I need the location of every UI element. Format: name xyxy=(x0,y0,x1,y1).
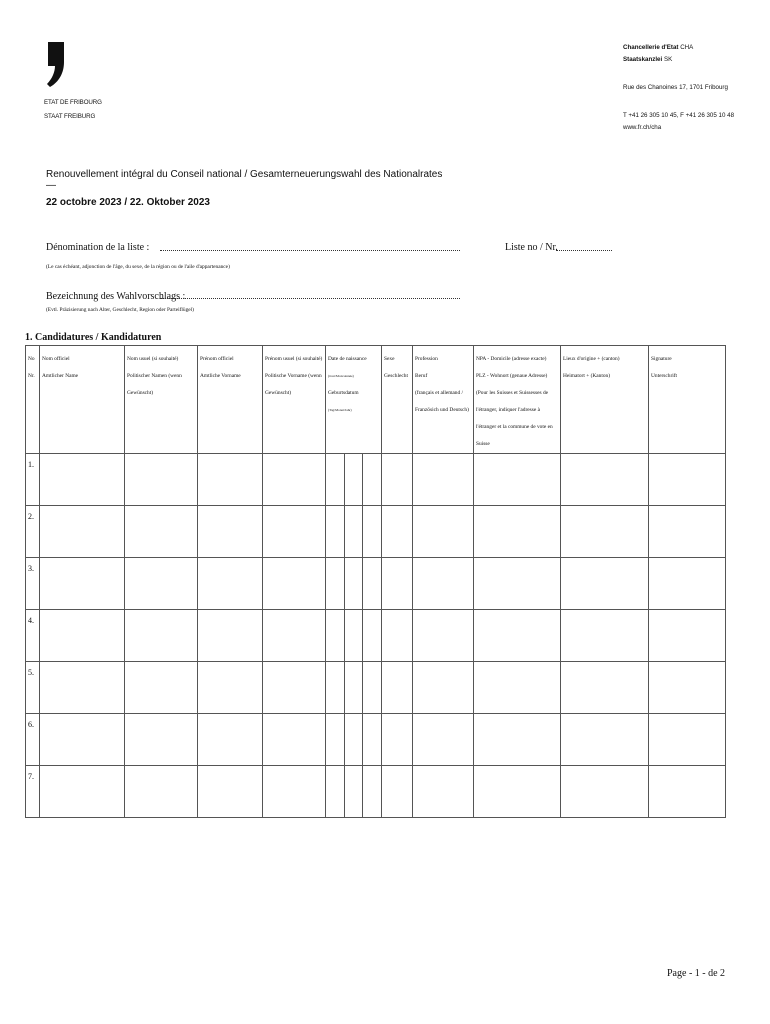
sender-name-de: Staatskanzlei xyxy=(623,56,663,63)
usual-name-cell[interactable] xyxy=(125,766,198,818)
sender-phone: T +41 26 305 10 45, F +41 26 305 10 48 xyxy=(623,112,735,119)
official-name-cell[interactable] xyxy=(40,766,125,818)
header-line: PLZ - Wohnort (genaue Adresse) xyxy=(476,373,548,379)
header-line: Nom usuel (si souhaité) xyxy=(127,356,179,362)
col-profession-header xyxy=(413,346,474,454)
usual-firstname-cell[interactable] xyxy=(263,714,326,766)
col-official-name-header xyxy=(40,346,125,454)
row-number: 3. xyxy=(26,558,40,610)
col-sex-header xyxy=(382,346,413,454)
page-number: Page - 1 - de 2 xyxy=(667,968,726,979)
comma-logo-icon xyxy=(44,40,68,88)
signature-cell[interactable] xyxy=(649,766,726,818)
table-row xyxy=(26,662,726,714)
address-cell[interactable] xyxy=(474,714,561,766)
usual-name-cell[interactable] xyxy=(125,714,198,766)
header-line: Französich und Deutsch) xyxy=(415,407,469,413)
org-name xyxy=(44,96,102,124)
origin-cell[interactable] xyxy=(561,714,649,766)
sex-cell[interactable] xyxy=(382,454,413,506)
org-name-fr: ETAT DE FRIBOURG xyxy=(44,99,102,106)
row-number: 4. xyxy=(26,610,40,662)
sender-address: Rue des Chanoines 17, 1701 Fribourg xyxy=(623,84,728,91)
sender-name-fr: Chancellerie d'Etat xyxy=(623,44,679,51)
birthdate-cell[interactable] xyxy=(326,610,382,662)
col-number-header xyxy=(26,346,40,454)
address-cell[interactable] xyxy=(474,662,561,714)
header-line: Date de naissance xyxy=(328,356,367,362)
official-firstname-cell[interactable] xyxy=(198,454,263,506)
title-dash: — xyxy=(46,180,56,191)
address-cell[interactable] xyxy=(474,610,561,662)
usual-firstname-cell[interactable] xyxy=(263,766,326,818)
birthdate-cell[interactable] xyxy=(326,506,382,558)
address-cell[interactable] xyxy=(474,558,561,610)
official-name-cell[interactable] xyxy=(40,714,125,766)
section-title: 1. Candidatures / Kandidaturen xyxy=(25,332,162,343)
col-origin-header xyxy=(561,346,649,454)
header-line: Geschlecht xyxy=(384,373,408,379)
header-line: Suisse xyxy=(476,441,490,447)
header-line: Geburtsdatum xyxy=(328,390,359,396)
header-line: Politischer Namen (wenn xyxy=(127,373,182,379)
birthdate-cell[interactable] xyxy=(326,766,382,818)
header-line: Sexe xyxy=(384,356,395,362)
header-line: Politische Vorname (wenn xyxy=(265,373,322,379)
header-line: Gewünscht) xyxy=(265,390,292,396)
fribourg-logo xyxy=(40,40,110,130)
header-line: (Pour les Suisses et Suissesses de xyxy=(476,390,549,396)
usual-firstname-cell[interactable] xyxy=(263,454,326,506)
header-line: Amtliche Vorname xyxy=(200,373,241,379)
col-official-firstname-header xyxy=(198,346,263,454)
signature-cell[interactable] xyxy=(649,558,726,610)
official-name-cell[interactable] xyxy=(40,662,125,714)
sex-cell[interactable] xyxy=(382,506,413,558)
bezeichnung-hint: (Evtl. Präzisierung nach Alter, Geschlecht, Region oder Parteiflügel) xyxy=(46,307,194,313)
header-line: Unterschrift xyxy=(651,373,678,379)
official-firstname-cell[interactable] xyxy=(198,506,263,558)
table-row xyxy=(26,558,726,610)
profession-cell[interactable] xyxy=(413,714,474,766)
sender-website: www.fr.ch/cha xyxy=(623,124,662,131)
denomination-hint: (Le cas échéant, adjonction de l'âge, du sexe, de la région ou de l'aile d'appartenance) xyxy=(46,264,230,270)
address-cell[interactable] xyxy=(474,454,561,506)
signature-cell[interactable] xyxy=(649,714,726,766)
birthdate-cell[interactable] xyxy=(326,662,382,714)
profession-cell[interactable] xyxy=(413,766,474,818)
sex-cell[interactable] xyxy=(382,766,413,818)
origin-cell[interactable] xyxy=(561,558,649,610)
liste-no-input-line[interactable] xyxy=(556,250,612,251)
col-usual-name-header xyxy=(125,346,198,454)
usual-name-cell[interactable] xyxy=(125,558,198,610)
profession-cell[interactable] xyxy=(413,454,474,506)
header-line: Prénom officiel xyxy=(200,356,234,362)
usual-name-cell[interactable] xyxy=(125,610,198,662)
sender-abbr-de: SK xyxy=(662,56,673,63)
usual-name-cell[interactable] xyxy=(125,454,198,506)
sex-cell[interactable] xyxy=(382,610,413,662)
table-row xyxy=(26,610,726,662)
profession-cell[interactable] xyxy=(413,506,474,558)
col-address-header xyxy=(474,346,561,454)
sender-block xyxy=(623,42,763,134)
bezeichnung-label: Bezeichnung des Wahlvorschlags : xyxy=(46,291,186,302)
header-line: (Tag/Monat/Jahr) xyxy=(328,408,352,412)
table-row xyxy=(26,506,726,558)
bezeichnung-input-line[interactable] xyxy=(160,298,460,299)
birthdate-cell[interactable] xyxy=(326,558,382,610)
profession-cell[interactable] xyxy=(413,558,474,610)
official-name-cell[interactable] xyxy=(40,506,125,558)
document-heading xyxy=(46,168,442,210)
org-name-de: STAAT FREIBURG xyxy=(44,113,96,120)
signature-cell[interactable] xyxy=(649,610,726,662)
candidates-table xyxy=(25,345,726,818)
header-line: Signature xyxy=(651,356,672,362)
address-cell[interactable] xyxy=(474,506,561,558)
usual-firstname-cell[interactable] xyxy=(263,662,326,714)
header-line: Amtlicher Name xyxy=(42,373,79,379)
official-firstname-cell[interactable] xyxy=(198,714,263,766)
usual-firstname-cell[interactable] xyxy=(263,558,326,610)
signature-cell[interactable] xyxy=(649,662,726,714)
row-number: 6. xyxy=(26,714,40,766)
header-line: Nom officiel xyxy=(42,356,70,362)
row-number: 2. xyxy=(26,506,40,558)
header-line: (Jour/Mois/Année) xyxy=(328,374,354,378)
usual-firstname-cell[interactable] xyxy=(263,506,326,558)
signature-cell[interactable] xyxy=(649,454,726,506)
usual-name-cell[interactable] xyxy=(125,506,198,558)
header-line: NPA - Domicile (adresse exacte) xyxy=(476,356,547,362)
official-name-cell[interactable] xyxy=(40,454,125,506)
header-line: Lieux d'origine + (canton) xyxy=(563,356,620,362)
sex-cell[interactable] xyxy=(382,662,413,714)
address-cell[interactable] xyxy=(474,766,561,818)
header-line: Profession xyxy=(415,356,438,362)
official-firstname-cell[interactable] xyxy=(198,558,263,610)
row-number: 7. xyxy=(26,766,40,818)
header-line: Nr. xyxy=(28,373,35,379)
col-birthdate-header xyxy=(326,346,382,454)
table-row xyxy=(26,766,726,818)
header-line: l'étranger et la commune de vote en xyxy=(476,424,553,430)
profession-cell[interactable] xyxy=(413,610,474,662)
row-number: 5. xyxy=(26,662,40,714)
col-signature-header xyxy=(649,346,726,454)
header-line: Beruf xyxy=(415,373,428,379)
header-line: No xyxy=(28,356,35,362)
header-line: Heimatort + (Kanton) xyxy=(563,373,611,379)
sender-abbr-fr: CHA xyxy=(678,44,694,51)
origin-cell[interactable] xyxy=(561,610,649,662)
table-header-row xyxy=(26,346,726,454)
election-date: 22 octobre 2023 / 22. Oktober 2023 xyxy=(46,197,210,208)
profession-cell[interactable] xyxy=(413,662,474,714)
birthdate-cell[interactable] xyxy=(326,454,382,506)
origin-cell[interactable] xyxy=(561,454,649,506)
liste-no-label: Liste no / Nr. xyxy=(505,242,558,253)
birthdate-cell[interactable] xyxy=(326,714,382,766)
signature-cell[interactable] xyxy=(649,506,726,558)
header-line: (français et allemand / xyxy=(415,390,464,396)
official-firstname-cell[interactable] xyxy=(198,610,263,662)
col-usual-firstname-header xyxy=(263,346,326,454)
origin-cell[interactable] xyxy=(561,662,649,714)
official-name-cell[interactable] xyxy=(40,558,125,610)
row-number: 1. xyxy=(26,454,40,506)
denomination-label: Dénomination de la liste : xyxy=(46,242,150,253)
official-firstname-cell[interactable] xyxy=(198,766,263,818)
sender-line-fr xyxy=(623,42,763,54)
origin-cell[interactable] xyxy=(561,506,649,558)
sex-cell[interactable] xyxy=(382,714,413,766)
denomination-input-line[interactable] xyxy=(160,250,460,251)
usual-firstname-cell[interactable] xyxy=(263,610,326,662)
sender-line-de xyxy=(623,54,763,66)
header-line: Gewünscht) xyxy=(127,390,154,396)
table-row xyxy=(26,714,726,766)
header-line: Prénom usuel (si souhaité) xyxy=(265,356,323,362)
origin-cell[interactable] xyxy=(561,766,649,818)
official-name-cell[interactable] xyxy=(40,610,125,662)
header-line: l'étranger, indiquer l'adresse à xyxy=(476,407,540,413)
official-firstname-cell[interactable] xyxy=(198,662,263,714)
table-row xyxy=(26,454,726,506)
usual-name-cell[interactable] xyxy=(125,662,198,714)
sex-cell[interactable] xyxy=(382,558,413,610)
document-title: Renouvellement intégral du Conseil national / Gesamterneuerungswahl des Nationalrates xyxy=(46,169,443,180)
